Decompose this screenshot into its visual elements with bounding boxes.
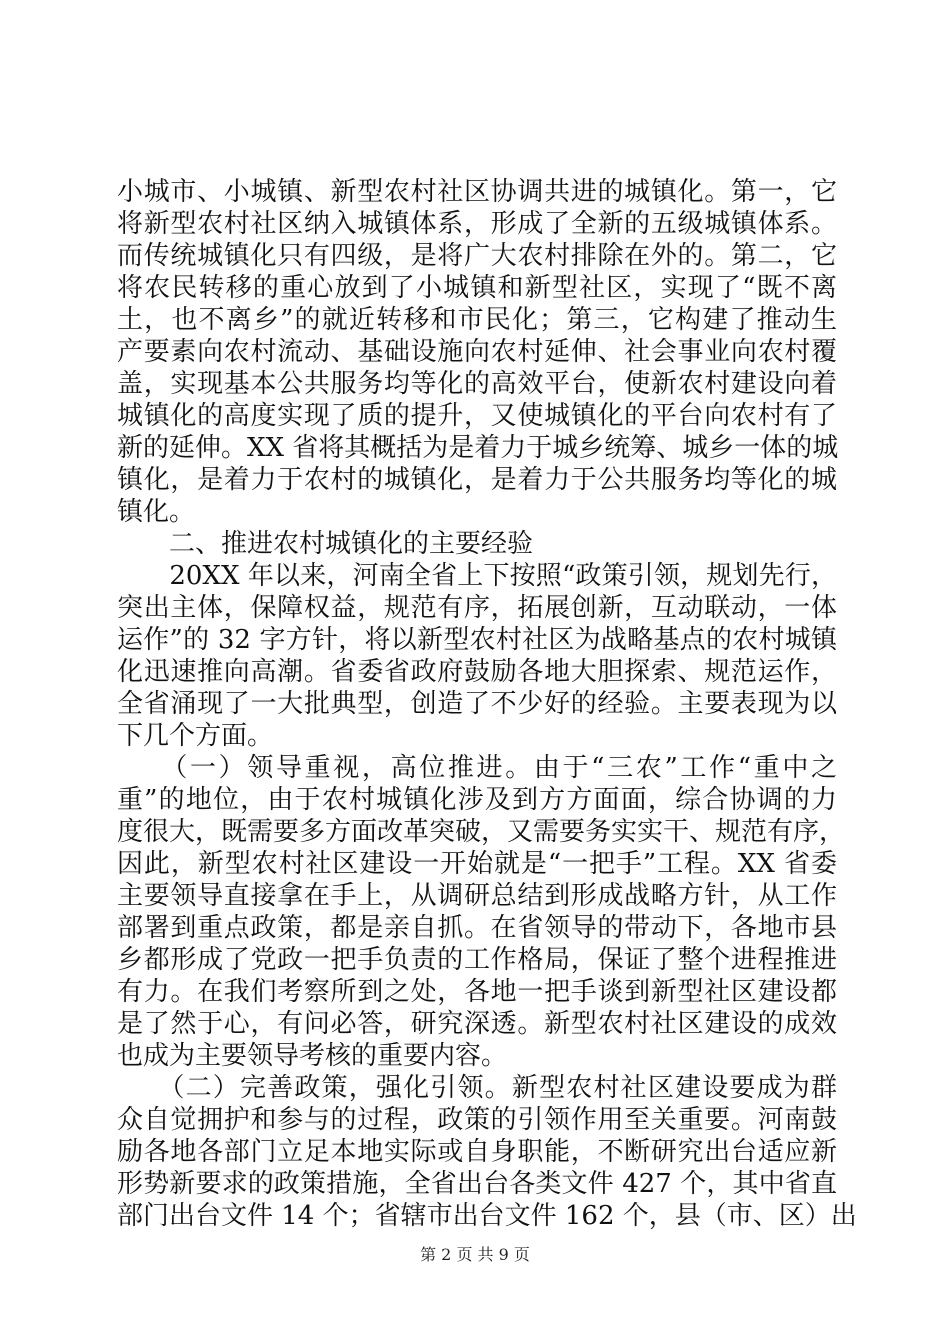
text-line: 突出主体，保障权益，规范有序，拓展创新，互动联动，一体 — [117, 593, 837, 623]
paragraph-end-line: 镇化。 — [117, 497, 196, 527]
text-line: 励各地各部门立足本地实际或自身职能，不断研究出台适应新 — [117, 1137, 837, 1167]
text-line: 新的延伸。XX 省将其概括为是着力于城乡统筹、城乡一体的城 — [117, 433, 839, 463]
text-line: 化迅速推向高潮。省委省政府鼓励各地大胆探索、规范运作， — [117, 657, 837, 687]
document-body — [117, 176, 857, 1232]
section-heading: 二、推进农村城镇化的主要经验 — [117, 529, 534, 559]
paragraph-end-line: 下几个方面。 — [117, 721, 274, 751]
text-line: 而传统城镇化只有四级，是将广大农村排除在外的。第二，它 — [117, 241, 837, 271]
text-line: 有力。在我们考察所到之处，各地一把手谈到新型社区建设都 — [117, 977, 837, 1007]
text-line: 全省涌现了一大批典型，创造了不少好的经验。主要表现为以 — [117, 689, 837, 719]
text-line: 20XX 年以来，河南全省上下按照“政策引领，规划先行， — [117, 561, 837, 591]
text-line: 乡都形成了党政一把手负责的工作格局，保证了整个进程推进 — [117, 945, 837, 975]
text-line: 将新型农村社区纳入城镇体系，形成了全新的五级城镇体系。 — [117, 209, 837, 239]
text-line: 重”的地位，由于农村城镇化涉及到方方面面，综合协调的力 — [117, 785, 837, 815]
text-line: 土，也不离乡”的就近转移和市民化；第三，它构建了推动生 — [117, 305, 837, 335]
text-line: 盖，实现基本公共服务均等化的高效平台，使新农村建设向着 — [117, 369, 837, 399]
text-line: 部署到重点政策，都是亲自抓。在省领导的带动下，各地市县 — [117, 913, 837, 943]
paragraph-end-line: 也成为主要领导考核的重要内容。 — [117, 1041, 508, 1071]
text-line: （二）完善政策，强化引领。新型农村社区建设要成为群 — [117, 1073, 837, 1103]
text-line: 是了然于心，有问必答，研究深透。新型农村社区建设的成效 — [117, 1009, 837, 1039]
text-line: 部门出台文件 14 个；省辖市出台文件 162 个，县（市、区）出 — [117, 1201, 857, 1231]
text-line: （一）领导重视，高位推进。由于“三农”工作“重中之 — [117, 753, 837, 783]
text-line: 城镇化的高度实现了质的提升，又使城镇化的平台向农村有了 — [117, 401, 837, 431]
text-line: 将农民转移的重心放到了小城镇和新型社区，实现了“既不离 — [117, 273, 837, 303]
text-line: 运作”的 32 字方针，将以新型农村社区为战略基点的农村城镇 — [117, 625, 837, 655]
text-line: 因此，新型农村社区建设一开始就是“一把手”工程。XX 省委 — [117, 849, 837, 879]
text-line: 形势新要求的政策措施，全省出台各类文件 427 个，其中省直 — [117, 1169, 837, 1199]
page-number-footer: 第 2 页 共 9 页 — [420, 1245, 530, 1264]
text-line: 主要领导直接拿在手上，从调研总结到形成战略方针，从工作 — [117, 881, 837, 911]
text-line: 度很大，既需要多方面改革突破，又需要务实实干、规范有序， — [117, 817, 846, 847]
text-line: 产要素向农村流动、基础设施向农村延伸、社会事业向农村覆 — [117, 337, 837, 367]
text-line: 镇化，是着力于农村的城镇化，是着力于公共服务均等化的城 — [117, 465, 837, 495]
text-line: 众自觉拥护和参与的过程，政策的引领作用至关重要。河南鼓 — [117, 1105, 837, 1135]
text-line: 小城市、小城镇、新型农村社区协调共进的城镇化。第一，它 — [117, 177, 837, 207]
